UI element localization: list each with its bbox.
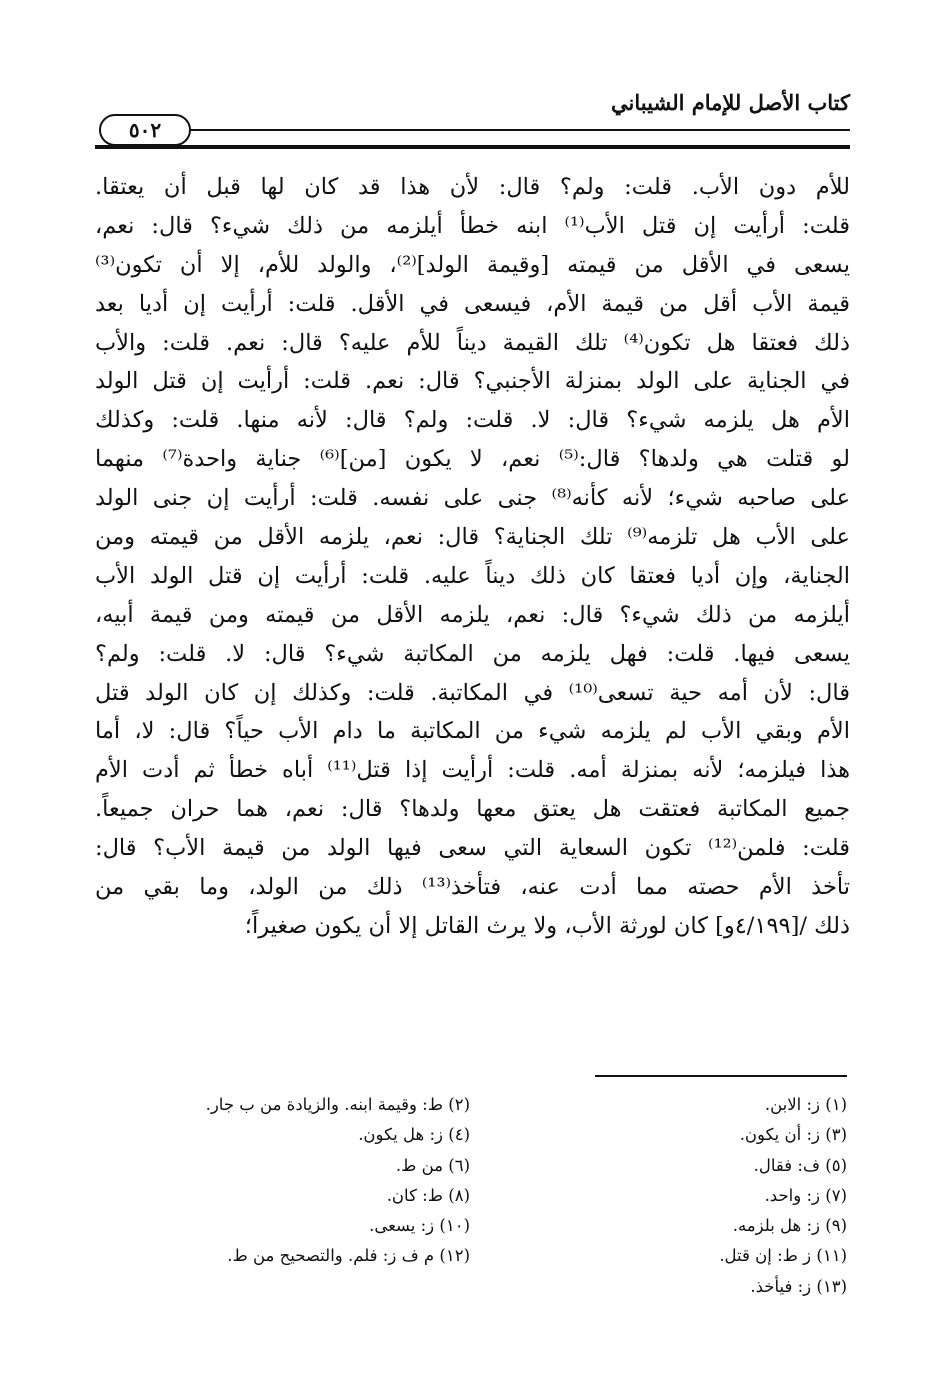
footnote-separator xyxy=(595,1075,847,1077)
text-line: هذا فيلزمه؛ لأنه بمنزلة أمه. قلت: أرأيت إذا قتل⁽¹¹⁾ أباه خطأ ثم أدت الأم xyxy=(95,757,850,784)
footnote: (٣) ز: أن يكون. xyxy=(739,1125,847,1145)
footnote: (٨) ط: كان. xyxy=(386,1185,470,1205)
footnote: (٤) ز: هل يكون. xyxy=(358,1125,470,1145)
page-header xyxy=(95,84,850,154)
text-line: أيلزمه من ذلك شيء؟ قال: نعم، يلزمه الأقل من قيمته ومن قيمة أبيه، xyxy=(95,601,850,628)
footnote: (٥) ف: فقال. xyxy=(753,1155,847,1175)
text-line: للأم دون الأب. قلت: ولم؟ قال: لأن هذا قد كان لها قبل أن يعتقا. xyxy=(95,174,850,200)
text-line: الجناية، وإن أديا فعتقا كان ذلك ديناً عليه. قلت: أرأيت إن قتل الولد الأب xyxy=(95,562,850,589)
header-thin-rule xyxy=(95,129,850,131)
footnote: (٧) ز: واحد. xyxy=(764,1185,847,1205)
text-line: ذلك فعتقا هل تكون⁽⁴⁾ تلك القيمة ديناً للأم عليه؟ قال: نعم. قلت: والأب xyxy=(95,329,850,356)
text-line: يسعى فيها. قلت: فهل يلزمه من المكاتبة شيء؟ قال: لا. قلت: ولم؟ xyxy=(95,640,850,667)
text-line: قال: لأن أمه حية تسعى⁽¹⁰⁾ في المكاتبة. قلت: وكذلك إن كان الولد قتل xyxy=(95,679,850,706)
text-line: على صاحبه شيء؛ لأنه كأنه⁽⁸⁾ جنى على نفسه. قلت: أرأيت إن جنى الولد xyxy=(95,485,850,512)
text-line: الأم هل يلزمه شيء؟ قال: لا. قلت: ولم؟ قال: لأنه منها. قلت: وكذلك xyxy=(95,407,850,434)
text-line: قلت: فلمن⁽¹²⁾ تكون السعاية التي سعى فيها الولد من قيمة الأب؟ قال: xyxy=(95,835,850,862)
main-text xyxy=(95,168,850,946)
text-line: ذلك /[٤/١٩٩و] كان لورثة الأب، ولا يرث القاتل إلا أن يكون صغيراً؛ xyxy=(244,912,850,939)
text-line: يسعى في الأقل من قيمته [وقيمة الولد]⁽²⁾، والولد للأم، إلا أن تكون⁽³⁾ xyxy=(95,251,850,278)
footnote: (٩) ز: هل بلزمه. xyxy=(732,1216,847,1236)
book-title: كتاب الأصل للإمام الشيباني xyxy=(611,90,850,115)
text-line: لو قتلت هي ولدها؟ قال:⁽⁵⁾ نعم، لا يكون [من]⁽⁶⁾ جناية واحدة⁽⁷⁾ منهما xyxy=(95,446,850,473)
text-line: قلت: أرأيت إن قتل الأب⁽¹⁾ ابنه خطأ أيلزمه من ذلك شيء؟ قال: نعم، xyxy=(95,212,850,239)
text-line: الأم وبقي الأب لم يلزمه شيء من المكاتبة ما دام الأب حياً؟ قال: لا، أما xyxy=(95,718,850,745)
page-number-badge: ٥٠٢ xyxy=(99,114,191,146)
footnote: (١) ز: الابن. xyxy=(764,1095,847,1114)
footnote: (١٢) م ف ز: فلم. والتصحيح من ط. xyxy=(227,1246,470,1266)
text-line: تأخذ الأم حصته مما أدت عنه، فتأخذ⁽¹³⁾ ذلك من الولد، وما بقي من xyxy=(95,874,850,901)
footnote: (٦) من ط. xyxy=(395,1155,470,1175)
text-line: على الأب هل تلزمه⁽⁹⁾ تلك الجناية؟ قال: نعم، يلزمه الأقل من قيمته ومن xyxy=(95,524,850,551)
text-line: قيمة الأب أقل من قيمة الأم، فيسعى في الأقل. قلت: أرأيت إن أديا بعد xyxy=(95,290,850,317)
text-line: جميع المكاتبة فعتقت هل يعتق معها ولدها؟ قال: نعم، هما حران جميعاً. xyxy=(95,796,850,823)
footnote: (١٠) ز: يسعى. xyxy=(369,1216,470,1236)
footnote: (١١) ز ط: إن قتل. xyxy=(719,1246,847,1266)
footnote: (١٣) ز: فيأخذ. xyxy=(750,1276,847,1296)
footnote: (٢) ط: وقيمة ابنه. والزيادة من ب جار. xyxy=(205,1095,470,1114)
footnotes-left-column xyxy=(100,1090,470,1272)
header-thick-rule xyxy=(95,145,850,149)
text-line: في الجناية على الولد بمنزلة الأجنبي؟ قال: نعم. قلت: أرأيت إن قتل الولد xyxy=(95,368,850,395)
footnotes-right-column xyxy=(547,1090,847,1302)
